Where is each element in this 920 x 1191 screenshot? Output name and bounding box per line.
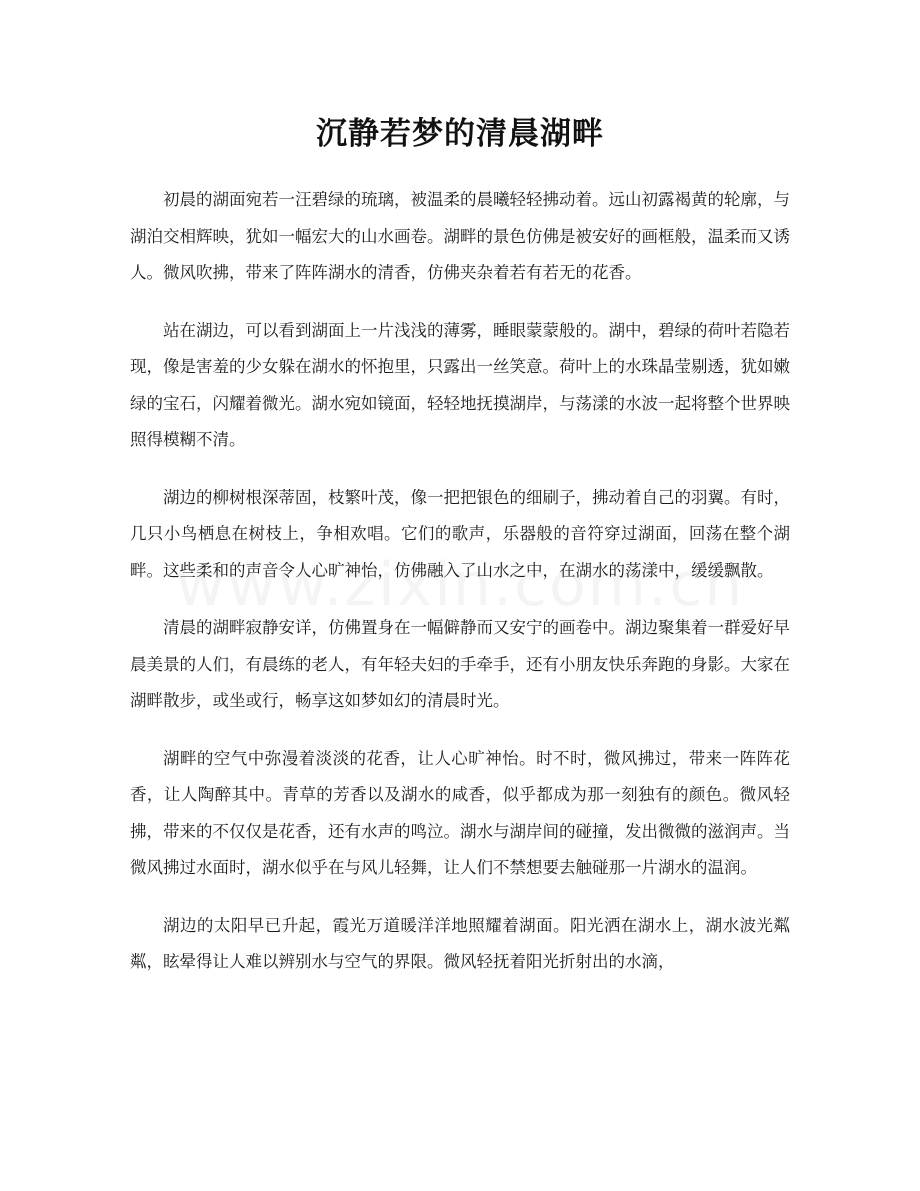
paragraph: 湖畔的空气中弥漫着淡淡的花香，让人心旷神怡。时不时，微风拂过，带来一阵阵花香，让人陶醉其中。青草的芳香以及湖水的咸香，似乎都成为那一刻独有的颜色。微风轻拂，带来的不仅仅是花香，还有水声的鸣泣。湖水与湖岸间的碰撞，发出微微的滋润声。当微风拂过水面时，湖水似乎在与风儿轻舞，让人们不禁想要去触碰那一片湖水的温润。 xyxy=(130,748,790,877)
document-title: 沉静若梦的清晨湖畔 xyxy=(316,116,604,152)
document-body xyxy=(130,182,790,1002)
paragraph: 站在湖边，可以看到湖面上一片浅浅的薄雾，睡眼蒙蒙般的。湖中，碧绿的荷叶若隐若现，像是害羞的少女躲在湖水的怀抱里，只露出一丝笑意。荷叶上的水珠晶莹剔透，犹如嫩绿的宝石，闪耀着微光。湖水宛如镜面，轻轻地抚摸湖岸，与荡漾的水波一起将整个世界映照得模糊不清。 xyxy=(130,320,790,449)
paragraph: 湖边的太阳早已升起，霞光万道暖洋洋地照耀着湖面。阳光洒在湖水上，湖水波光粼粼，眩晕得让人难以辨别水与空气的界限。微风轻抚着阳光折射出的水滴， xyxy=(130,915,790,971)
paragraph: 初晨的湖面宛若一汪碧绿的琉璃，被温柔的晨曦轻轻拂动着。远山初露褐黄的轮廓，与湖泊交相辉映，犹如一幅宏大的山水画卷。湖畔的景色仿佛是被安好的画框般，温柔而又诱人。微风吹拂，带来了阵阵湖水的清香，仿佛夹杂着若有若无的花香。 xyxy=(130,190,790,282)
paragraph: 湖边的柳树根深蒂固，枝繁叶茂，像一把把银色的细刷子，拂动着自己的羽翼。有时，几只小鸟栖息在树枝上，争相欢唱。它们的歌声，乐器般的音符穿过湖面，回荡在整个湖畔。这些柔和的声音令人心旷神怡，仿佛融入了山水之中，在湖水的荡漾中，缓缓飘散。 xyxy=(130,487,790,580)
paragraph: 清晨的湖畔寂静安详，仿佛置身在一幅僻静而又安宁的画卷中。湖边聚集着一群爱好早晨美景的人们，有晨练的老人，有年轻夫妇的手牵手，还有小朋友快乐奔跑的身影。大家在湖畔散步，或坐或行，畅享这如梦如幻的清晨时光。 xyxy=(130,618,790,710)
